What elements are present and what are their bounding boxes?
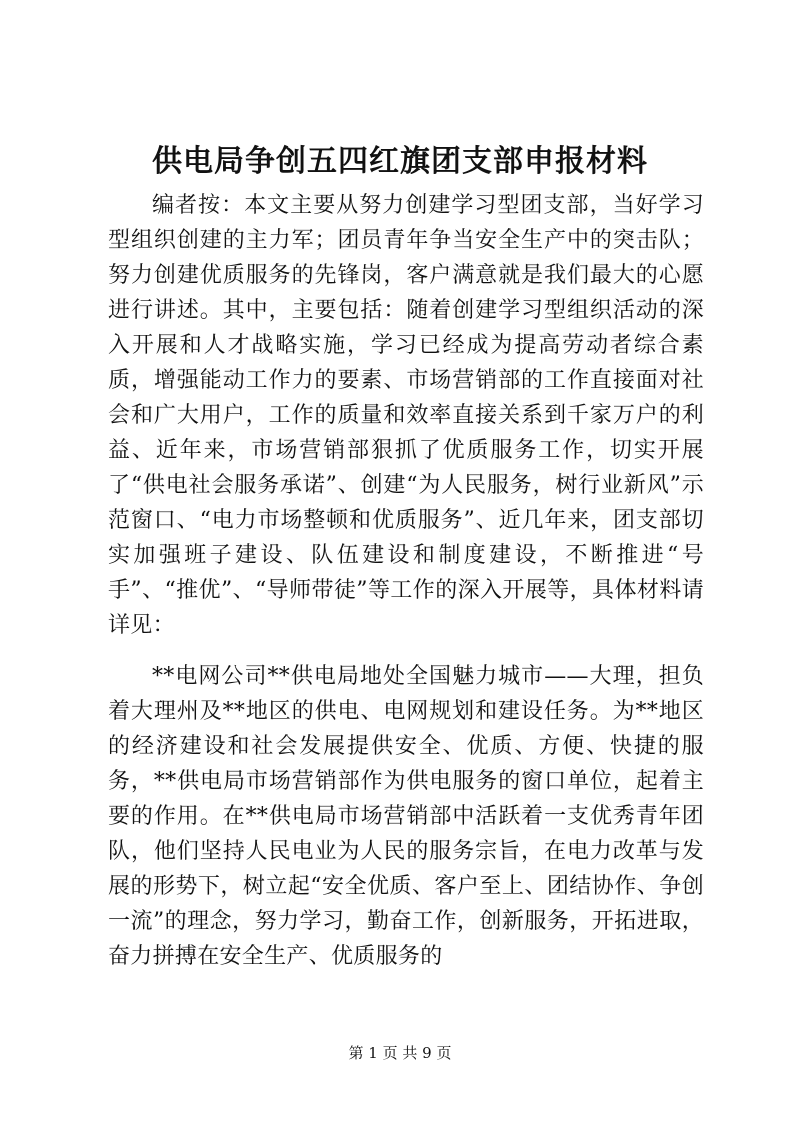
document-body: [108, 188, 704, 974]
page-number-footer: 第 1 页 共 9 页: [348, 1044, 452, 1062]
paragraph-introduction: **电网公司**供电局地处全国魅力城市——大理，担负着大理州及**地区的供电、电网规划和建设任务。为**地区的经济建设和社会发展提供安全、优质、方便、快捷的服务，**供电局市场营销部作为供电服务的窗口单位，起着主要的作用。在**供电局市场营销部中活跃着一支优秀青年团队，他们坚持人民电业为人民的服务宗旨，在电力改革与发展的形势下，树立起“安全优质、客户至上、团结协作、争创一流”的理念，努力学习，勤奋工作，创新服务，开拓进取，奋力拼搏在安全生产、优质服务的: [108, 664, 704, 969]
document-title: 供电局争创五四红旗团支部申报材料: [152, 144, 648, 179]
paragraph-editor-note: 编者按：本文主要从努力创建学习型团支部，当好学习型组织创建的主力军；团员青年争当安全生产中的突击队；努力创建优质服务的先锋岗，客户满意就是我们最大的心愿进行讲述。其中，主要包括：随着创建学习型组织活动的深入开展和人才战略实施，学习已经成为提高劳动者综合素质，增强能动工作力的要素、市场营销部的工作直接面对社会和广大用户，工作的质量和效率直接关系到千家万户的利益、近年来，市场营销部狠抓了优质服务工作，切实开展了“供电社会服务承诺”、创建“为人民服务，树行业新风”示范窗口、“电力市场整顿和优质服务”、近几年来，团支部切实加强班子建设、队伍建设和制度建设，不断推进“号手”、“推优”、“导师带徒”等工作的深入开展等，具体材料请详见：: [108, 193, 704, 638]
